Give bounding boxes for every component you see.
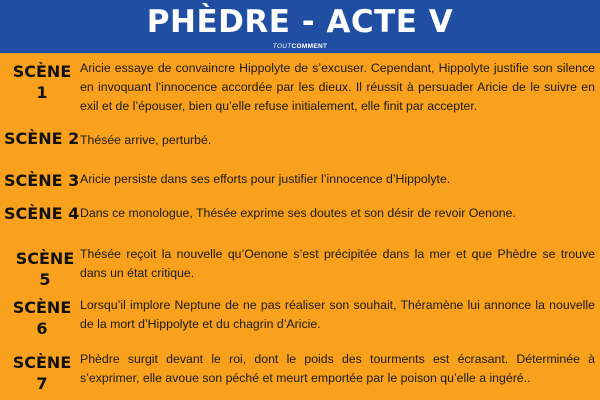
scene-label-word: SCÈNE <box>15 249 75 268</box>
scene-label <box>6 297 78 339</box>
scene-label: SCÈNE 2 <box>4 129 80 148</box>
scene-description: Aricie persiste dans ses efforts pour justifier l’innocence d’Hippolyte. <box>80 172 451 186</box>
title-banner <box>0 0 600 53</box>
scene-label-word: SCÈNE <box>12 298 72 317</box>
scene-description: Phèdre surgit devant le roi, dont le poids des tourments est écrasant. Déterminée à s’exprimer, elle avoue son péché et meurt emportée par le poison qu’elle a ingéré.. <box>80 352 595 385</box>
scene-label-word: SCÈNE <box>12 62 72 81</box>
scene-label-number: 6 <box>36 319 48 338</box>
scene-description: Thésée arrive, perturbé. <box>80 133 212 147</box>
scene-label-number: 7 <box>36 374 48 393</box>
scene-label <box>6 352 78 394</box>
brand-logo-prefix: TOUT <box>272 43 292 50</box>
scene-description: Lorsqu’il implore Neptune de ne pas réaliser son souhait, Théramène lui annonce la nouvelle de la mort d’Hippolyte et du chagrin d’Aricie. <box>80 298 595 331</box>
scene-description: Dans ce monologue, Thésée exprime ses doutes et son désir de revoir Oenone. <box>80 206 516 220</box>
scene-label <box>12 248 78 290</box>
scene-label: SCÈNE 4 <box>4 204 80 223</box>
brand-logo-suffix: COMMENT <box>291 43 328 50</box>
brand-logo <box>0 43 600 51</box>
scene-label-number: 1 <box>36 83 48 102</box>
page-title: PHÈDRE - ACTE V <box>146 4 454 40</box>
scene-description: Thésée reçoit la nouvelle qu’Oenone s’est précipitée dans la mer et que Phèdre se trouve dans un état critique. <box>80 247 595 280</box>
scene-label-number: 5 <box>39 270 51 289</box>
scene-label-word: SCÈNE <box>12 353 72 372</box>
scene-label <box>6 61 78 103</box>
scene-label: SCÈNE 3 <box>4 171 80 190</box>
scene-description: Aricie essaye de convaincre Hippolyte de s’excuser. Cependant, Hippolyte justifie son silence en invoquant l’innocence accordée par les dieux. Il réussit à persuader Aricie de le suivre en exil et de l’épouser, bien qu’elle refuse initialement, elle finit par accepter. <box>80 61 595 113</box>
